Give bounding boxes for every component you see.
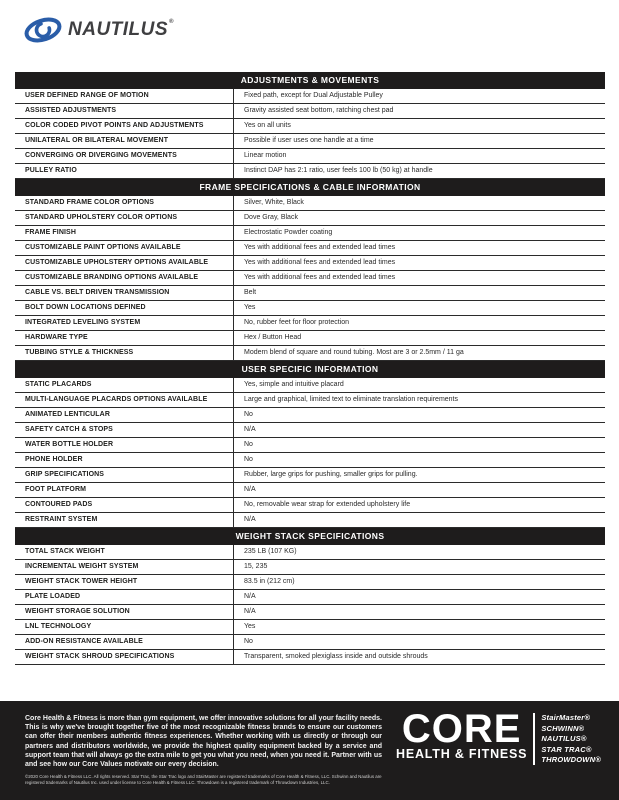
spec-value: 15, 235 [233, 560, 605, 574]
table-row [15, 241, 605, 256]
footer-paragraph: Core Health & Fitness is more than gym equipment, we offer innovative solutions for all your facility needs. This is why we've brought together five of the most recognizable fitness brands to ensure our customers can offer their members authentic fitness experiences. Whether working with us directly or through our partners and distributors worldwide, we provide the highest quality equipment backed by a service and support team that will always go the extra mile to get you what you need, when you need it. Partner with us and see how our Core Values motivate our every decision. [25, 715, 382, 769]
spec-value: Modern blend of square and round tubing. Most are 3 or 2.5mm / 11 ga [233, 346, 605, 360]
spec-label: PLATE LOADED [25, 593, 81, 600]
table-row [15, 226, 605, 241]
nautilus-logo-text: NAUTILUS® [68, 19, 174, 40]
spec-label: STANDARD UPHOLSTERY COLOR OPTIONS [25, 214, 178, 221]
spec-value: N/A [233, 483, 605, 497]
table-row [15, 408, 605, 423]
table-row [15, 650, 605, 665]
section-header: USER SPECIFIC INFORMATION [15, 361, 605, 378]
spec-label: STATIC PLACARDS [25, 381, 92, 388]
spec-value: N/A [233, 423, 605, 437]
table-row [15, 438, 605, 453]
table-row [15, 196, 605, 211]
table-row [15, 104, 605, 119]
brand-name: StairMaster® [541, 713, 591, 722]
spec-label: CUSTOMIZABLE BRANDING OPTIONS AVAILABLE [25, 274, 199, 281]
spec-value: No [233, 453, 605, 467]
table-row [15, 483, 605, 498]
spec-value: N/A [233, 605, 605, 619]
spec-label: ANIMATED LENTICULAR [25, 411, 110, 418]
spec-label: MULTI-LANGUAGE PLACARDS OPTIONS AVAILABLE [25, 396, 208, 403]
spec-value: Belt [233, 286, 605, 300]
table-row [15, 378, 605, 393]
spec-value: Yes with additional fees and extended lead times [233, 271, 605, 285]
spec-value: Possible if user uses one handle at a time [233, 134, 605, 148]
table-row [15, 590, 605, 605]
spec-value: Silver, White, Black [233, 196, 605, 210]
table-row [15, 316, 605, 331]
spec-label: STANDARD FRAME COLOR OPTIONS [25, 199, 155, 206]
spec-label: CUSTOMIZABLE PAINT OPTIONS AVAILABLE [25, 244, 181, 251]
section-header: FRAME SPECIFICATIONS & CABLE INFORMATION [15, 179, 605, 196]
brand-name: STAR TRAC® [541, 744, 592, 754]
table-row [15, 560, 605, 575]
spec-label: CONTOURED PADS [25, 501, 93, 508]
spec-label: FRAME FINISH [25, 229, 76, 236]
spec-value: No [233, 438, 605, 452]
table-row [15, 575, 605, 590]
spec-value: Gravity assisted seat bottom, ratching chest pad [233, 104, 605, 118]
spec-label: TUBBING STYLE & THICKNESS [25, 349, 134, 356]
spec-value: N/A [233, 513, 605, 527]
table-row [15, 545, 605, 560]
table-row [15, 453, 605, 468]
spec-label: INTEGRATED LEVELING SYSTEM [25, 319, 141, 326]
spec-value: Fixed path, except for Dual Adjustable Pulley [233, 89, 605, 103]
nautilus-logo [22, 16, 174, 44]
spec-value: 83.5 in (212 cm) [233, 575, 605, 589]
footer-divider [533, 713, 535, 765]
table-row [15, 513, 605, 528]
spec-label: RESTRAINT SYSTEM [25, 516, 98, 523]
spec-value: Transparent, smoked plexiglass inside and outside shrouds [233, 650, 605, 664]
brand-list [541, 711, 601, 764]
core-health-fitness-logo [396, 707, 528, 761]
spec-label: HARDWARE TYPE [25, 334, 88, 341]
spec-value: Yes [233, 620, 605, 634]
table-row [15, 346, 605, 361]
spec-label: WEIGHT STACK SHROUD SPECIFICATIONS [25, 653, 175, 660]
spec-value: Rubber, large grips for pushing, smaller grips for pulling. [233, 468, 605, 482]
spec-value: Large and graphical, limited text to eliminate translation requirements [233, 393, 605, 407]
section-header: ADJUSTMENTS & MOVEMENTS [15, 72, 605, 89]
spec-value: N/A [233, 590, 605, 604]
footer-text-block [0, 701, 392, 785]
spec-value: Dove Gray, Black [233, 211, 605, 225]
table-row [15, 498, 605, 513]
table-row [15, 635, 605, 650]
table-row [15, 620, 605, 635]
spec-label: PULLEY RATIO [25, 167, 77, 174]
brand-name: THROWDOWN® [541, 755, 601, 764]
spec-value: Electrostatic Powder coating [233, 226, 605, 240]
spec-value: Yes with additional fees and extended lead times [233, 241, 605, 255]
spec-value: Yes with additional fees and extended lead times [233, 256, 605, 270]
table-row [15, 89, 605, 104]
table-row [15, 605, 605, 620]
spec-label: LNL TECHNOLOGY [25, 623, 92, 630]
spec-label: COLOR CODED PIVOT POINTS AND ADJUSTMENTS [25, 122, 204, 129]
spec-label: WATER BOTTLE HOLDER [25, 441, 114, 448]
spec-value: No, removable wear strap for extended upholstery life [233, 498, 605, 512]
spec-label: USER DEFINED RANGE OF MOTION [25, 92, 149, 99]
spec-value: No [233, 635, 605, 649]
spec-label: TOTAL STACK WEIGHT [25, 548, 105, 555]
spec-label: WEIGHT STORAGE SOLUTION [25, 608, 130, 615]
core-logo-subtitle: HEALTH & FITNESS [396, 747, 528, 761]
table-row [15, 468, 605, 483]
spec-value: Hex / Button Head [233, 331, 605, 345]
spec-label: WEIGHT STACK TOWER HEIGHT [25, 578, 138, 585]
spec-value: Yes, simple and intuitive placard [233, 378, 605, 392]
table-row [15, 149, 605, 164]
table-row [15, 271, 605, 286]
spec-label: CONVERGING OR DIVERGING MOVEMENTS [25, 152, 177, 159]
spec-value: Linear motion [233, 149, 605, 163]
spec-label: BOLT DOWN LOCATIONS DEFINED [25, 304, 146, 311]
spec-value: Yes [233, 301, 605, 315]
spec-value: No, rubber feet for floor protection [233, 316, 605, 330]
spec-value: Yes on all units [233, 119, 605, 133]
table-row [15, 211, 605, 226]
spec-label: ASSISTED ADJUSTMENTS [25, 107, 117, 114]
core-logo-word: CORE [401, 707, 522, 751]
spec-label: PHONE HOLDER [25, 456, 83, 463]
brand-name: SCHWINN® [541, 723, 585, 733]
spec-label: UNILATERAL OR BILATERAL MOVEMENT [25, 137, 169, 144]
spec-value: No [233, 408, 605, 422]
spec-value: 235 LB (107 KG) [233, 545, 605, 559]
registered-mark: ® [169, 19, 174, 25]
table-row [15, 423, 605, 438]
spec-label: GRIP SPECIFICATIONS [25, 471, 105, 478]
table-row [15, 119, 605, 134]
spec-label: CUSTOMIZABLE UPHOLSTERY OPTIONS AVAILABLE [25, 259, 209, 266]
footer-brand-block [392, 701, 619, 765]
table-row [15, 134, 605, 149]
table-row [15, 164, 605, 179]
brand-name: NAUTILUS® [541, 734, 587, 743]
table-row [15, 256, 605, 271]
table-row [15, 393, 605, 408]
spec-label: INCREMENTAL WEIGHT SYSTEM [25, 563, 139, 570]
table-row [15, 331, 605, 346]
footer-legal-text: ©2020 Core Health & Fitness LLC. All rights reserved. Star Trac, the Star Trac logo and StairMaster are registered trademarks of Core Health & Fitness, LLC. Schwinn and Nautilus are registered trademarks of Nautilus Inc. used under license to Core Health & Fitness LLC. Throwdown is a registered trademark of Throwdown Industries, LLC. [25, 774, 382, 785]
table-row [15, 286, 605, 301]
spec-label: FOOT PLATFORM [25, 486, 87, 493]
spec-value: Instinct DAP has 2:1 ratio, user feels 100 lb (50 kg) at handle [233, 164, 605, 178]
spec-table [15, 72, 605, 665]
section-header: WEIGHT STACK SPECIFICATIONS [15, 528, 605, 545]
spec-label: SAFETY CATCH & STOPS [25, 426, 113, 433]
nautilus-swirl-icon [22, 16, 64, 44]
table-row [15, 301, 605, 316]
footer [0, 701, 619, 800]
spec-label: ADD-ON RESISTANCE AVAILABLE [25, 638, 143, 645]
spec-label: CABLE VS. BELT DRIVEN TRANSMISSION [25, 289, 170, 296]
